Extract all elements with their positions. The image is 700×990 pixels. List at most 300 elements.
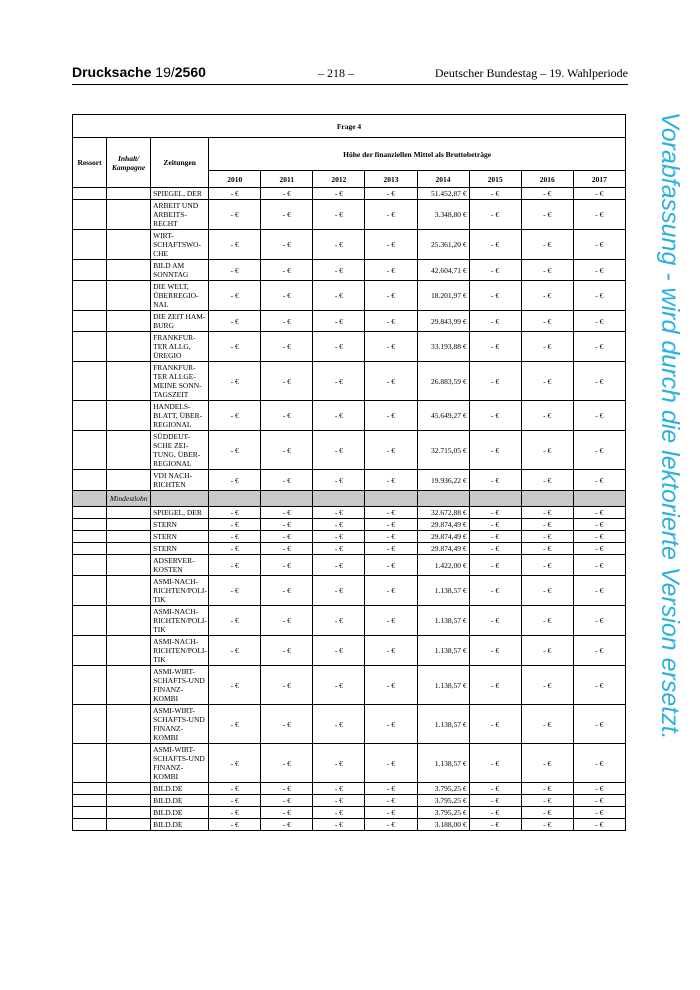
- amount-2016: - €: [521, 200, 573, 230]
- page-number: – 218 –: [318, 66, 354, 80]
- amount-2013: - €: [365, 200, 417, 230]
- amount-2010: - €: [209, 200, 261, 230]
- amount-2011: - €: [261, 311, 313, 332]
- amount-2011: - €: [261, 281, 313, 311]
- amount-2013: - €: [365, 795, 417, 807]
- newspaper-name: BILD.DE: [151, 783, 209, 795]
- newspaper-name: SPIEGEL, DER: [151, 188, 209, 200]
- amount-2012: - €: [313, 636, 365, 666]
- inhalt-cell: [107, 606, 151, 636]
- amount-2015: - €: [469, 311, 521, 332]
- ressort-cell: [73, 260, 107, 281]
- table-row: [73, 576, 626, 606]
- newspaper-name: ARBEIT UND ARBEITS-RECHT: [151, 200, 209, 230]
- amount-2014: 1.138,57 €: [417, 576, 469, 606]
- amount-2012: - €: [313, 332, 365, 362]
- amount-2010: - €: [209, 230, 261, 260]
- amount-2010: - €: [209, 555, 261, 576]
- amount-2012: - €: [313, 819, 365, 831]
- amount-2016: - €: [521, 666, 573, 705]
- amount-2011: - €: [261, 666, 313, 705]
- amount-2012: - €: [313, 576, 365, 606]
- amount-2017: - €: [573, 705, 625, 744]
- inhalt-cell: [107, 431, 151, 470]
- amount-2011: - €: [261, 819, 313, 831]
- newspaper-name: WIRT-SCHAFTSWO-CHE: [151, 230, 209, 260]
- ressort-cell: [73, 606, 107, 636]
- amount-2011: - €: [261, 807, 313, 819]
- ressort-cell: [73, 311, 107, 332]
- amount-2014: 1.138,57 €: [417, 636, 469, 666]
- amount-2015: - €: [469, 606, 521, 636]
- table-row: [73, 362, 626, 401]
- newspaper-name: STERN: [151, 543, 209, 555]
- newspaper-name: STERN: [151, 519, 209, 531]
- amount-2012: - €: [313, 311, 365, 332]
- amount-2017: - €: [573, 281, 625, 311]
- amount-2010: - €: [209, 507, 261, 519]
- amount-2010: - €: [209, 576, 261, 606]
- amount-2016: - €: [521, 401, 573, 431]
- year-header: 2016: [521, 171, 573, 188]
- amount-2012: - €: [313, 606, 365, 636]
- amount-2015: - €: [469, 555, 521, 576]
- amount-2011: - €: [261, 470, 313, 491]
- amount-2015: - €: [469, 281, 521, 311]
- amount-2015: - €: [469, 507, 521, 519]
- amount-2011: - €: [261, 332, 313, 362]
- doc-label: Drucksache: [72, 64, 152, 80]
- amount-2017: - €: [573, 519, 625, 531]
- amount-2015: - €: [469, 795, 521, 807]
- amount-2015: - €: [469, 260, 521, 281]
- amount-2014: 45.649,27 €: [417, 401, 469, 431]
- amount-2011: - €: [261, 783, 313, 795]
- amount-2011: - €: [261, 200, 313, 230]
- table-row: [73, 332, 626, 362]
- amount-2015: - €: [469, 401, 521, 431]
- table-title: Frage 4: [73, 115, 626, 138]
- amount-2017: - €: [573, 543, 625, 555]
- amount-2011: - €: [261, 230, 313, 260]
- amount-2011: - €: [261, 401, 313, 431]
- amount-2017: - €: [573, 507, 625, 519]
- ressort-cell: [73, 666, 107, 705]
- amount-2015: - €: [469, 362, 521, 401]
- amount-2017: - €: [573, 783, 625, 795]
- inhalt-cell: [107, 744, 151, 783]
- amount-2012: - €: [313, 362, 365, 401]
- amount-2015: - €: [469, 543, 521, 555]
- amount-2012: - €: [313, 519, 365, 531]
- amount-2013: - €: [365, 431, 417, 470]
- amount-2014: 51.452,87 €: [417, 188, 469, 200]
- newspaper-name: ASMI-NACH-RICHTEN/POLI-TIK: [151, 636, 209, 666]
- category-fill: [365, 491, 417, 507]
- table-row: [73, 636, 626, 666]
- amount-2012: - €: [313, 783, 365, 795]
- ressort-cell: [73, 519, 107, 531]
- table-row: [73, 507, 626, 519]
- amount-2016: - €: [521, 230, 573, 260]
- inhalt-cell: [107, 795, 151, 807]
- amount-2015: - €: [469, 431, 521, 470]
- table-row: [73, 807, 626, 819]
- amount-2011: - €: [261, 606, 313, 636]
- amount-2012: - €: [313, 543, 365, 555]
- amount-2011: - €: [261, 519, 313, 531]
- amount-2013: - €: [365, 555, 417, 576]
- amount-2010: - €: [209, 401, 261, 431]
- year-header: 2013: [365, 171, 417, 188]
- amount-2017: - €: [573, 470, 625, 491]
- ressort-cell: [73, 819, 107, 831]
- amount-2015: - €: [469, 470, 521, 491]
- ressort-cell: [73, 470, 107, 491]
- amount-2012: - €: [313, 666, 365, 705]
- amount-2017: - €: [573, 576, 625, 606]
- header-divider: [72, 84, 628, 85]
- year-header: 2012: [313, 171, 365, 188]
- amount-2016: - €: [521, 507, 573, 519]
- amount-2013: - €: [365, 332, 417, 362]
- inhalt-cell: [107, 188, 151, 200]
- amount-2015: - €: [469, 519, 521, 531]
- amount-2011: - €: [261, 576, 313, 606]
- amount-2015: - €: [469, 332, 521, 362]
- amount-2011: - €: [261, 362, 313, 401]
- amount-2016: - €: [521, 531, 573, 543]
- table-row: [73, 606, 626, 636]
- table-row: [73, 744, 626, 783]
- amount-2012: - €: [313, 807, 365, 819]
- inhalt-cell: [107, 576, 151, 606]
- amount-2010: - €: [209, 666, 261, 705]
- amount-2014: 29.874,49 €: [417, 543, 469, 555]
- amount-2014: 1.138,57 €: [417, 666, 469, 705]
- amount-2012: - €: [313, 188, 365, 200]
- inhalt-cell: [107, 362, 151, 401]
- inhalt-cell: [107, 200, 151, 230]
- amount-2017: - €: [573, 606, 625, 636]
- table-row: [73, 819, 626, 831]
- amount-2010: - €: [209, 431, 261, 470]
- category-fill: [313, 491, 365, 507]
- inhalt-cell: [107, 543, 151, 555]
- amount-2015: - €: [469, 819, 521, 831]
- amount-2014: 3.795,25 €: [417, 807, 469, 819]
- table-row: [73, 281, 626, 311]
- amount-2015: - €: [469, 230, 521, 260]
- ressort-cell: [73, 795, 107, 807]
- amount-2012: - €: [313, 531, 365, 543]
- amount-2016: - €: [521, 188, 573, 200]
- amount-2016: - €: [521, 744, 573, 783]
- amount-2017: - €: [573, 362, 625, 401]
- amount-2012: - €: [313, 230, 365, 260]
- amount-2015: - €: [469, 200, 521, 230]
- draft-watermark: Vorabfassung - wird durch die lektorierte Version ersetzt.: [656, 112, 684, 740]
- amount-2013: - €: [365, 470, 417, 491]
- amount-2014: 32.715,05 €: [417, 431, 469, 470]
- inhalt-cell: [107, 230, 151, 260]
- amount-2017: - €: [573, 230, 625, 260]
- year-header: 2011: [261, 171, 313, 188]
- newspaper-name: DIE ZEIT HAM-BURG: [151, 311, 209, 332]
- amount-2012: - €: [313, 200, 365, 230]
- inhalt-cell: [107, 507, 151, 519]
- table-row: [73, 260, 626, 281]
- newspaper-name: DIE WELT, ÜBERREGIO-NAL: [151, 281, 209, 311]
- amount-2014: 25.361,20 €: [417, 230, 469, 260]
- inhalt-cell: [107, 807, 151, 819]
- ressort-cell: [73, 431, 107, 470]
- newspaper-name: ASMI-WIRT-SCHAFTS-UND FINANZ-KOMBI: [151, 666, 209, 705]
- amount-2015: - €: [469, 705, 521, 744]
- amount-2011: - €: [261, 705, 313, 744]
- amount-2017: - €: [573, 431, 625, 470]
- amount-2010: - €: [209, 783, 261, 795]
- inhalt-cell: [107, 555, 151, 576]
- amount-2013: - €: [365, 783, 417, 795]
- amount-2013: - €: [365, 807, 417, 819]
- amount-2013: - €: [365, 230, 417, 260]
- newspaper-name: ASMI-NACH-RICHTEN/POLI-TIK: [151, 606, 209, 636]
- amount-2010: - €: [209, 636, 261, 666]
- amount-2017: - €: [573, 819, 625, 831]
- amount-2016: - €: [521, 519, 573, 531]
- amount-2010: - €: [209, 744, 261, 783]
- category-fill: [209, 491, 261, 507]
- amount-2016: - €: [521, 576, 573, 606]
- amount-2010: - €: [209, 606, 261, 636]
- amount-2011: - €: [261, 260, 313, 281]
- amount-2013: - €: [365, 531, 417, 543]
- ressort-cell: [73, 362, 107, 401]
- amount-2014: 1.138,57 €: [417, 744, 469, 783]
- amount-2010: - €: [209, 281, 261, 311]
- doc-number-prefix: 19/: [155, 64, 175, 80]
- amount-2014: 1.138,57 €: [417, 705, 469, 744]
- table-row: [73, 555, 626, 576]
- amount-2014: 3.795,25 €: [417, 783, 469, 795]
- amount-2015: - €: [469, 783, 521, 795]
- amount-2014: 3.795,25 €: [417, 795, 469, 807]
- inhalt-cell: [107, 401, 151, 431]
- ressort-cell: [73, 576, 107, 606]
- inhalt-cell: [107, 470, 151, 491]
- amount-2014: 29.874,49 €: [417, 519, 469, 531]
- amount-2014: 19.936,22 €: [417, 470, 469, 491]
- amount-2017: - €: [573, 666, 625, 705]
- table-row: [73, 200, 626, 230]
- ressort-cell: [73, 281, 107, 311]
- amount-2016: - €: [521, 281, 573, 311]
- amount-2012: - €: [313, 281, 365, 311]
- amount-2012: - €: [313, 555, 365, 576]
- amount-2011: - €: [261, 507, 313, 519]
- table-row: [73, 188, 626, 200]
- category-fill: [261, 491, 313, 507]
- ressort-cell: [73, 555, 107, 576]
- amount-2011: - €: [261, 543, 313, 555]
- ressort-cell: [73, 531, 107, 543]
- amount-2010: - €: [209, 188, 261, 200]
- year-header: 2017: [573, 171, 625, 188]
- amount-2017: - €: [573, 795, 625, 807]
- amount-2017: - €: [573, 555, 625, 576]
- amount-2011: - €: [261, 531, 313, 543]
- ressort-cell: [73, 507, 107, 519]
- table-row: [73, 230, 626, 260]
- inhalt-cell: [107, 260, 151, 281]
- amount-2010: - €: [209, 332, 261, 362]
- amount-2017: - €: [573, 188, 625, 200]
- amount-2011: - €: [261, 636, 313, 666]
- amount-2013: - €: [365, 519, 417, 531]
- amount-2016: - €: [521, 332, 573, 362]
- amount-2016: - €: [521, 362, 573, 401]
- newspaper-name: SPIEGEL, DER: [151, 507, 209, 519]
- amount-2015: - €: [469, 666, 521, 705]
- amount-2012: - €: [313, 470, 365, 491]
- ressort-cell: [73, 332, 107, 362]
- ressort-cell: [73, 807, 107, 819]
- ressort-cell: [73, 188, 107, 200]
- category-fill: [151, 491, 209, 507]
- table-row: [73, 531, 626, 543]
- amount-2017: - €: [573, 401, 625, 431]
- amount-2013: - €: [365, 606, 417, 636]
- table-row: [73, 705, 626, 744]
- amount-2010: - €: [209, 807, 261, 819]
- ressort-cell: [73, 230, 107, 260]
- amount-2011: - €: [261, 744, 313, 783]
- amount-2011: - €: [261, 555, 313, 576]
- amount-2016: - €: [521, 260, 573, 281]
- amount-2016: - €: [521, 636, 573, 666]
- amount-2016: - €: [521, 543, 573, 555]
- category-fill: [573, 491, 625, 507]
- amount-2017: - €: [573, 311, 625, 332]
- amount-2010: - €: [209, 311, 261, 332]
- amount-2010: - €: [209, 519, 261, 531]
- amount-2011: - €: [261, 431, 313, 470]
- inhalt-cell: [107, 636, 151, 666]
- ressort-cell: [73, 200, 107, 230]
- newspaper-name: VDI NACH-RICHTEN: [151, 470, 209, 491]
- year-header: 2014: [417, 171, 469, 188]
- ressort-cell: [73, 705, 107, 744]
- table-row: [73, 519, 626, 531]
- amount-2015: - €: [469, 576, 521, 606]
- amount-2014: 1.138,57 €: [417, 606, 469, 636]
- amount-2014: 33.193,88 €: [417, 332, 469, 362]
- newspaper-name: BILD AM SONNTAG: [151, 260, 209, 281]
- newspaper-name: BILD.DE: [151, 807, 209, 819]
- newspaper-name: HANDELS-BLATT, ÜBER-REGIONAL: [151, 401, 209, 431]
- table-row: [73, 783, 626, 795]
- amount-2016: - €: [521, 705, 573, 744]
- amount-2015: - €: [469, 807, 521, 819]
- funding-table: [72, 114, 626, 831]
- ressort-cell: [73, 636, 107, 666]
- amount-2017: - €: [573, 636, 625, 666]
- amount-2014: 42.604,71 €: [417, 260, 469, 281]
- amount-2016: - €: [521, 555, 573, 576]
- amount-2013: - €: [365, 744, 417, 783]
- ressort-cell: [73, 744, 107, 783]
- amount-2010: - €: [209, 705, 261, 744]
- amount-2012: - €: [313, 744, 365, 783]
- amount-2011: - €: [261, 188, 313, 200]
- amount-2015: - €: [469, 636, 521, 666]
- table-row: [73, 470, 626, 491]
- amount-2014: 18.201,97 €: [417, 281, 469, 311]
- amount-2013: - €: [365, 636, 417, 666]
- newspaper-name: ASMI-NACH-RICHTEN/POLI-TIK: [151, 576, 209, 606]
- amount-2014: 3.348,80 €: [417, 200, 469, 230]
- amount-2010: - €: [209, 819, 261, 831]
- amount-2014: 29.843,99 €: [417, 311, 469, 332]
- inhalt-cell: [107, 531, 151, 543]
- inhalt-cell: [107, 332, 151, 362]
- year-header: 2015: [469, 171, 521, 188]
- inhalt-cell: [107, 705, 151, 744]
- inhalt-cell: [107, 819, 151, 831]
- amount-2012: - €: [313, 431, 365, 470]
- newspaper-name: ASMI-WIRT-SCHAFTS-UND FINANZ-KOMBI: [151, 705, 209, 744]
- amount-2012: - €: [313, 795, 365, 807]
- amount-2013: - €: [365, 819, 417, 831]
- ressort-cell: [73, 491, 107, 507]
- amount-2016: - €: [521, 606, 573, 636]
- col-header-amount-group: Höhe der finanziellen Mittel als Bruttobeträge: [209, 138, 626, 171]
- inhalt-cell: [107, 783, 151, 795]
- col-header-zeitungen: Zeitungen: [151, 138, 209, 188]
- newspaper-name: STERN: [151, 531, 209, 543]
- amount-2013: - €: [365, 543, 417, 555]
- category-fill: [417, 491, 469, 507]
- category-fill: [521, 491, 573, 507]
- amount-2014: 32.672,88 €: [417, 507, 469, 519]
- amount-2010: - €: [209, 260, 261, 281]
- amount-2017: - €: [573, 744, 625, 783]
- inhalt-cell: [107, 519, 151, 531]
- amount-2015: - €: [469, 531, 521, 543]
- table-row: [73, 666, 626, 705]
- amount-2014: 29.874,49 €: [417, 531, 469, 543]
- inhalt-cell: [107, 666, 151, 705]
- amount-2010: - €: [209, 362, 261, 401]
- amount-2010: - €: [209, 531, 261, 543]
- amount-2013: - €: [365, 188, 417, 200]
- amount-2013: - €: [365, 401, 417, 431]
- amount-2013: - €: [365, 507, 417, 519]
- table-row: [73, 401, 626, 431]
- amount-2016: - €: [521, 819, 573, 831]
- amount-2016: - €: [521, 311, 573, 332]
- ressort-cell: [73, 401, 107, 431]
- amount-2017: - €: [573, 332, 625, 362]
- amount-2015: - €: [469, 188, 521, 200]
- amount-2017: - €: [573, 531, 625, 543]
- amount-2012: - €: [313, 507, 365, 519]
- table-body: [73, 188, 626, 831]
- category-row: [73, 491, 626, 507]
- inhalt-cell: [107, 281, 151, 311]
- amount-2013: - €: [365, 260, 417, 281]
